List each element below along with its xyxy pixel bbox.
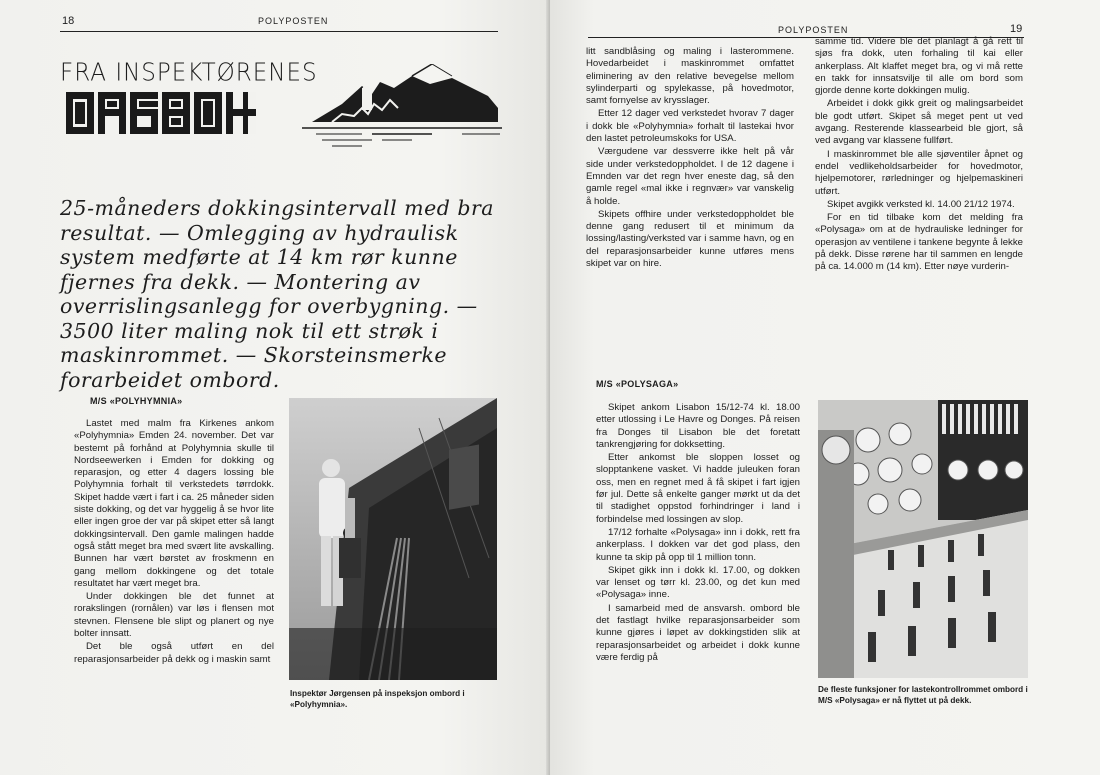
paragraph: Etter ankomst ble sloppen losset og slopptankene vasket. Vi hadde juleuken foran oss, men en regnet med å få skipet i fart igjen før jul. Dette så enkelte ganger mørkt ut da det til stadighet oppstod forhindringer i land i forbindelse med lossingen av slop. — [596, 452, 800, 525]
left-column-text — [74, 418, 274, 667]
paragraph: Værgudene var dessverre ikke helt på vår side under verkstedoppholdet. I de 12 dagene i Emnden var det regn hver eneste dag, så den gamle regel «mal ikke i regnvær» var vanskelig å holde. — [586, 146, 794, 207]
paragraph: Etter 12 dager ved verkstedet hvorav 7 dager i dokk ble «Polyhymnia» forhalt til lastekai hvor den lastet petroleumskoks for USA. — [586, 108, 794, 145]
paragraph: Skipets offhire under verkstedoppholdet ble denne gang redusert til et minimum da lossing/lasting/verksted var i samme havn, og en del reparasjonsarbeider kunne utføres mens skipet var on hire. — [586, 208, 794, 270]
paragraph: Skipet ankom Lisabon 15/12-74 kl. 18.00 etter utlossing i Le Havre og Donges. På reisen fra Donges til Lisabon ble det foretatt tankrengjøring for dokksetting. — [596, 402, 800, 450]
right-column1-text — [586, 46, 794, 271]
header-rule — [60, 31, 498, 32]
paragraph: Det ble også utført en del reparasjonsarbeider på dekk og i maskin samt — [74, 641, 274, 665]
paragraph: For en tid tilbake kom det melding fra «Polysaga» om at de hydrauliske ledninger for operasjon av ventilene i tankene begynte å lekke på dekk. Disse rørene har til sammen en lengde på ca. 14.000 m (14 km). Etter nøye vurderin- — [815, 212, 1023, 273]
photo-caption: Inspektør Jørgensen på inspeksjon ombord i «Polyhymnia». — [290, 689, 465, 709]
page-number: 18 — [62, 15, 75, 27]
paragraph: litt sandblåsing og maling i lasterommene. Hovedarbeidet i maskinrommet omfattet eliminering av den relative bevegelse mellom sylinderparti og spylekasse, på hovedmotor, samt fornyelse av krysslager. — [586, 46, 794, 107]
photo-caption: De fleste funksjoner for lastekontrollrommet ombord i M/S «Polysaga» er nå flyttet ut på dekk. — [818, 685, 1028, 705]
ship-illustration — [302, 64, 502, 154]
right-column3-text — [596, 402, 800, 665]
dagbok-logo — [64, 88, 260, 138]
section-heading-polyhymnia: M/S «POLYHYMNIA» — [90, 396, 183, 406]
article-title-line1: FRA INSPEKTØRENES — [60, 58, 318, 88]
running-head: POLYPOSTEN — [778, 25, 849, 35]
paragraph: Skipet avgikk verksted kl. 14.00 21/12 1974. — [827, 198, 1015, 210]
paragraph: samme tid. Videre ble det planlagt å gå rett til sjøs fra dokk, uten forhaling til kai eller ankerplass. Alt klaffet meget bra, og vi må rette en takk for innsatsvilje til alle om bord som gjorde denne korte dokkingen mulig. — [815, 36, 1023, 97]
page-number: 19 — [1010, 23, 1023, 35]
paragraph: Arbeidet i dokk gikk greit og malingsarbeidet ble godt utført. Skipet så meget pent ut ved avgang. Resterende klassearbeid ble gjort, så ved avgang var klassene fullført. — [815, 98, 1023, 147]
right-page — [550, 0, 1100, 775]
paragraph: Lastet med malm fra Kirkenes ankom «Polyhymnia» Emden 24. november. Det var bestemt på forhånd at Polyhymnia skulle til Nordseewerken i Emden for dokking og reparasjon, og etter 4 dagers lossing ble Polyhymnia forhalt til verkstedets tørrdokk. Skipet hadde vært i fart i ca. 25 måneder siden siste dokking, og det var hyggelig å se hvor lite eller ingen groe der var på skipet etter så langt dokkingsintervall. Den gamle malingen hadde også stått meget bra med svært lite avskalling. Bunnen har vært børstet av froskmenn en gang mellom dokkingene og det totale resultatet har vært meget bra. — [74, 418, 274, 589]
photo-control-room — [818, 400, 1028, 678]
right-column2-text — [815, 36, 1023, 275]
paragraph: Skipet gikk inn i dokk kl. 17.00, og dokken var lenset og tørr kl. 23.00, og det kun med «Polysaga» inne. — [596, 564, 800, 601]
photo-inspector-on-deck — [289, 398, 497, 680]
paragraph: 17/12 forhalte «Polysaga» inn i dokk, rett fra ankerplass. I dokken var det god plass, den kunne ta skip på opp til 1 million tonn. — [596, 526, 800, 563]
running-head: POLYPOSTEN — [258, 16, 329, 26]
paragraph: Under dokkingen ble det funnet at rorakslingen (rornålen) var løs i flensen mot stevnen. Flensene ble slipt og planert og nye bolter innsatt. — [74, 591, 274, 640]
paragraph: I samarbeid med de ansvarsh. ombord ble det fastlagt hvilke reparasjonsarbeider som kunne gjøres i løpet av dokkingstiden slik at reparasjonsarbeidet og arbeidet i dokk kunne være ferdig på — [596, 602, 800, 663]
section-heading-polysaga: M/S «POLYSAGA» — [596, 379, 679, 389]
paragraph: I maskinrommet ble alle sjøventiler åpnet og endel vedlikeholdsarbeider for hovedmotor, hjelpemotorer, rørledninger og hjelpemaskineri utført. — [815, 148, 1023, 197]
lead-paragraph: 25-måneders dokkingsintervall med bra resultat. — Omlegging av hydraulisk system medførte at 14 km rør kunne fjernes fra dekk. — Montering av overrislingsanlegg for overbygning. — 3500 liter maling nok til ett strøk i maskinrommet. — Skorsteinsmerke forarbeidet ombord. — [60, 196, 495, 392]
